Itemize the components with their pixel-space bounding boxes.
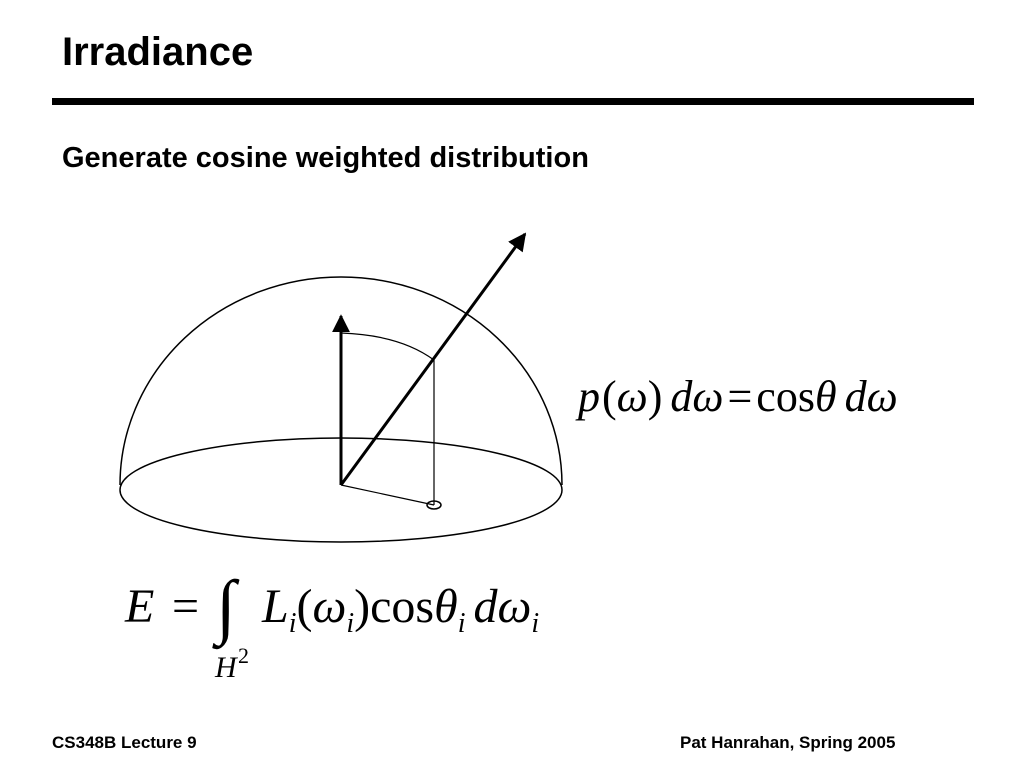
radiance-L: L <box>262 580 289 633</box>
integrand-theta: θ <box>434 580 458 633</box>
integral-domain: H <box>215 651 237 684</box>
pdf-d2: d <box>844 372 867 421</box>
pdf-lparen: ( <box>602 372 617 421</box>
pdf-theta: θ <box>814 372 837 421</box>
integrand-omega-sub: i <box>346 608 355 639</box>
projected-radius <box>341 485 434 505</box>
radiance-L-sub: i <box>288 608 297 639</box>
pdf-domega: ω <box>692 372 724 421</box>
pdf-domega2: ω <box>866 372 898 421</box>
footer-author: Pat Hanrahan, Spring 2005 <box>680 733 896 752</box>
irradiance-E: E <box>125 580 155 633</box>
integral-domain-exponent: 2 <box>238 643 249 668</box>
integrand-d: d <box>473 580 498 633</box>
integrand-domega-sub: i <box>531 608 540 639</box>
theta-arc <box>341 333 434 360</box>
pdf-p: p <box>578 372 600 421</box>
pdf-omega: ω <box>616 372 648 421</box>
pdf-rparen: ) <box>647 372 663 421</box>
irradiance-equals: = <box>172 580 200 633</box>
integrand-rparen: ) <box>354 580 371 633</box>
integrand-lparen: ( <box>296 580 313 633</box>
integrand-cos: cos <box>370 580 435 633</box>
slide-title: Irradiance <box>62 30 254 74</box>
integrand <box>261 580 539 639</box>
pdf-equals: = <box>727 372 753 421</box>
footer-course: CS348B Lecture 9 <box>52 733 197 752</box>
pdf-d: d <box>670 372 693 421</box>
integrand-theta-sub: i <box>457 608 466 639</box>
integrand-omega: ω <box>312 580 347 633</box>
pdf-cos: cos <box>756 372 815 421</box>
integral-sign: ∫ <box>216 566 236 646</box>
slide-subtitle: Generate cosine weighted distribution <box>62 142 589 174</box>
pdf-equation <box>575 372 898 421</box>
integrand-domega: ω <box>497 580 532 633</box>
